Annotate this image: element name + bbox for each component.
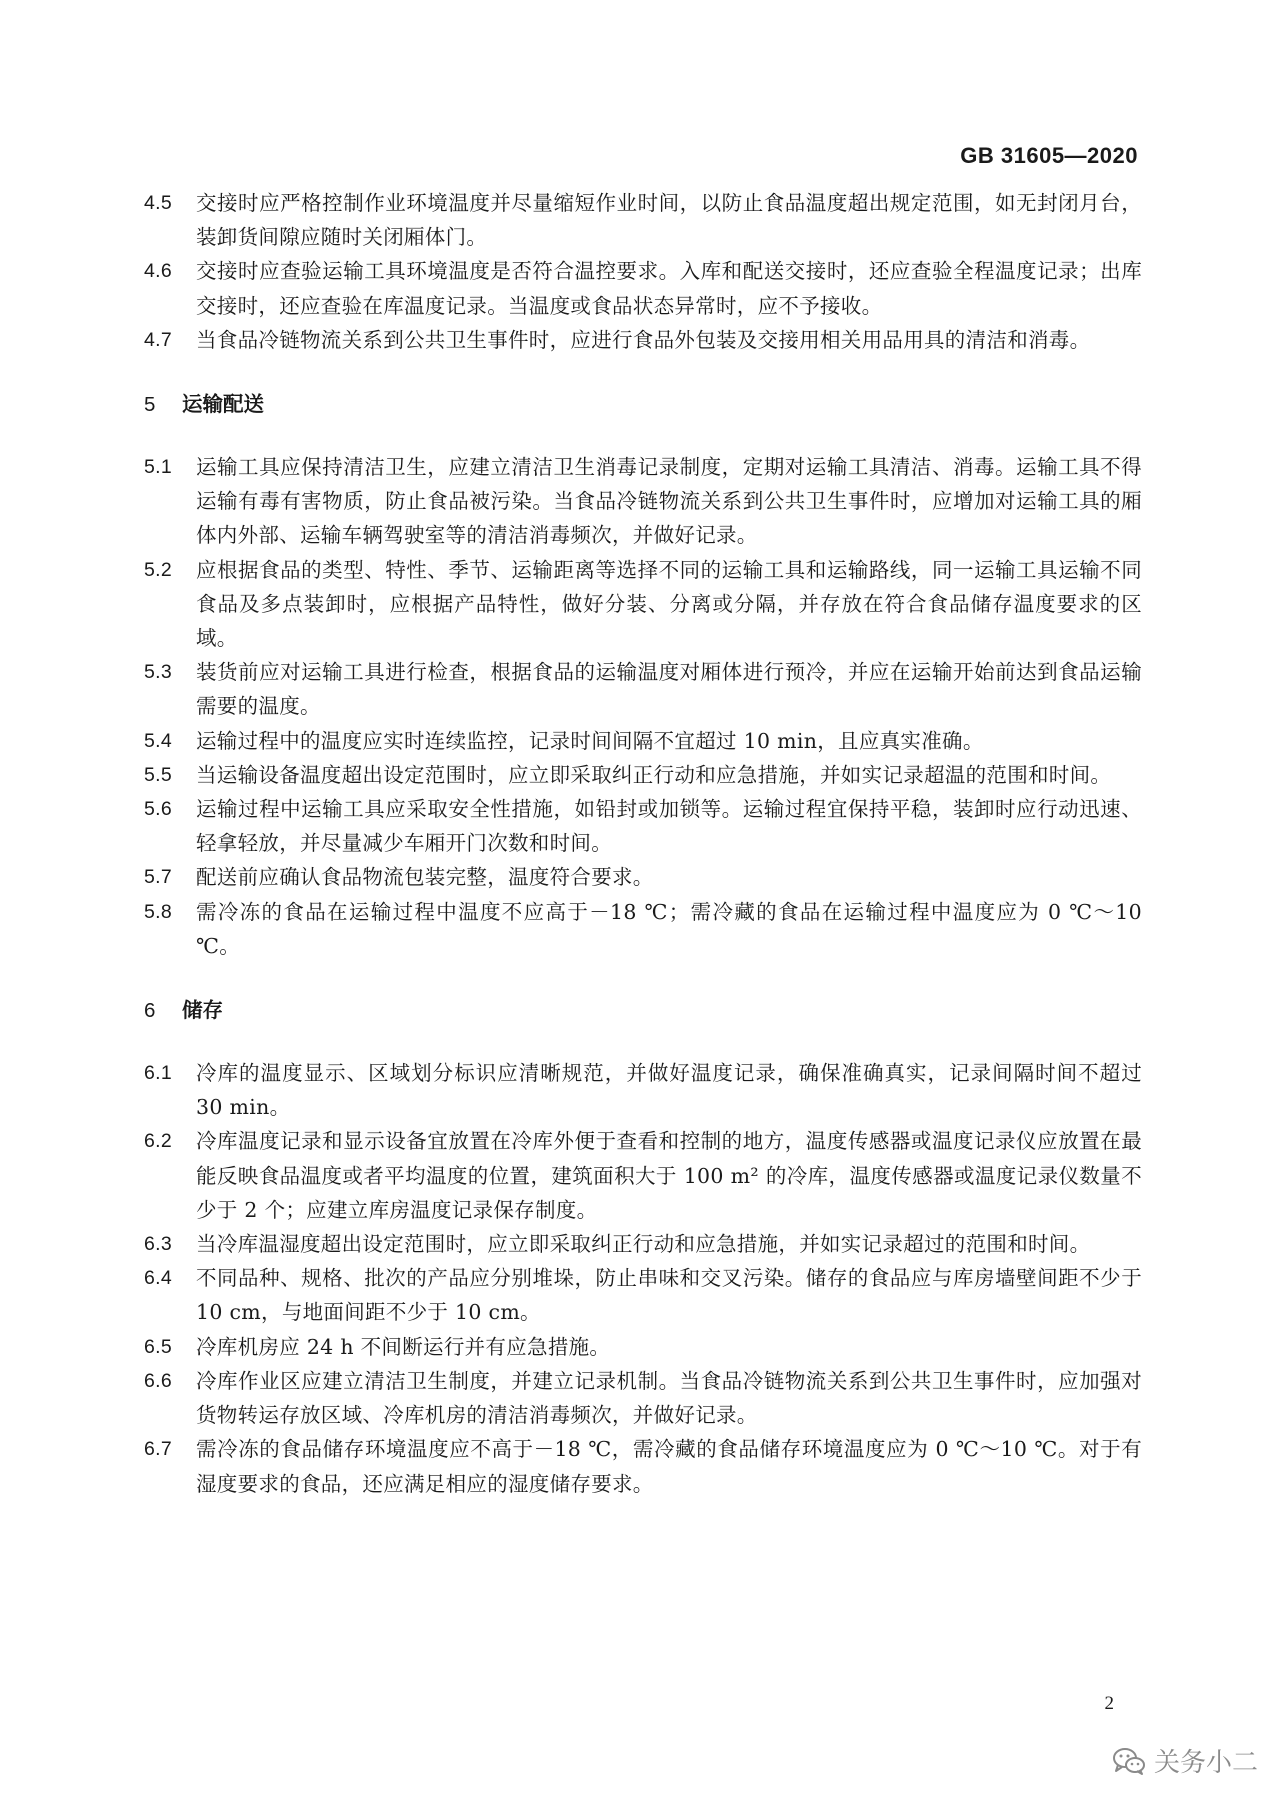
- section-number: 5: [144, 393, 156, 417]
- clause-number: 6.6: [144, 1369, 173, 1392]
- clause-6-2: [144, 1124, 1142, 1227]
- standard-code: GB 31605—2020: [960, 143, 1138, 168]
- clause-6-6: [144, 1364, 1142, 1432]
- clause-number: 5.3: [144, 661, 173, 684]
- clause-text: 当运输设备温度超出设定范围时，应立即采取纠正行动和应急措施，并如实记录超温的范围和时间。: [196, 762, 1112, 787]
- clause-6-4: [144, 1261, 1142, 1329]
- section-number: 6: [144, 999, 156, 1023]
- clause-number: 5.4: [144, 729, 173, 752]
- clause-number: 5.1: [144, 456, 173, 479]
- clause-number: 6.2: [144, 1130, 173, 1153]
- clause-text: 冷库的温度显示、区域划分标识应清晰规范，并做好温度记录，确保准确真实，记录间隔时间不超过 30 min。: [196, 1061, 1142, 1120]
- clause-number: 6.3: [144, 1233, 173, 1256]
- clause-number: 6.4: [144, 1267, 173, 1290]
- clause-5-4: [144, 724, 1142, 758]
- clause-text: 需冷冻的食品在运输过程中温度不应高于－18 ℃；需冷藏的食品在运输过程中温度应为 0 ℃～10 ℃。: [196, 899, 1142, 958]
- clause-text: 运输工具应保持清洁卫生，应建立清洁卫生消毒记录制度，定期对运输工具清洁、消毒。运输工具不得运输有毒有害物质，防止食品被污染。当食品冷链物流关系到公共卫生事件时，应增加对运输工具的厢体内外部、运输车辆驾驶室等的清洁消毒频次，并做好记录。: [196, 455, 1142, 548]
- clause-5-3: [144, 655, 1142, 723]
- clause-text: 需冷冻的食品储存环境温度应不高于－18 ℃，需冷藏的食品储存环境温度应为 0 ℃～10 ℃。对于有湿度要求的食品，还应满足相应的湿度储存要求。: [196, 1437, 1142, 1496]
- clause-number: 5.7: [144, 866, 173, 889]
- clause-number: 5.8: [144, 900, 173, 923]
- wechat-icon: [1112, 1746, 1146, 1776]
- clause-4-5: [144, 186, 1142, 254]
- clause-4-7: [144, 323, 1142, 357]
- clause-text: 装货前应对运输工具进行检查，根据食品的运输温度对厢体进行预冷，并应在运输开始前达到食品运输需要的温度。: [196, 660, 1142, 719]
- clause-text: 交接时应严格控制作业环境温度并尽量缩短作业时间，以防止食品温度超出规定范围，如无封闭月台，装卸货间隙应随时关闭厢体门。: [196, 191, 1142, 250]
- page-number: 2: [1104, 1693, 1114, 1714]
- clause-text: 冷库温度记录和显示设备宜放置在冷库外便于查看和控制的地方，温度传感器或温度记录仪应放置在最能反映食品温度或者平均温度的位置，建筑面积大于 100 m² 的冷库，温度传感器或温度记录仪数量不少于 2 个；应建立库房温度记录保存制度。: [196, 1129, 1142, 1222]
- clause-number: 4.5: [144, 192, 173, 214]
- section-heading-5: [144, 387, 1142, 422]
- clause-number: 6.1: [144, 1062, 173, 1085]
- watermark-text: 关务小二: [1153, 1748, 1258, 1778]
- clause-5-8: [144, 895, 1142, 963]
- clause-text: 冷库机房应 24 h 不间断运行并有应急措施。: [196, 1334, 611, 1359]
- clause-6-5: [144, 1330, 1142, 1364]
- clause-5-5: [144, 758, 1142, 792]
- clause-6-1: [144, 1056, 1142, 1124]
- section-title: 储存: [182, 998, 223, 1023]
- clause-number: 5.5: [144, 763, 173, 786]
- clause-5-1: [144, 450, 1142, 553]
- clause-number: 6.5: [144, 1335, 173, 1358]
- watermark: [1112, 1742, 1258, 1779]
- clause-text: 当食品冷链物流关系到公共卫生事件时，应进行食品外包装及交接用相关用品用具的清洁和消毒。: [196, 327, 1091, 352]
- clause-text: 配送前应确认食品物流包装完整，温度符合要求。: [196, 865, 654, 890]
- clause-6-3: [144, 1227, 1142, 1261]
- document-body: [144, 186, 1142, 1501]
- clause-text: 应根据食品的类型、特性、季节、运输距离等选择不同的运输工具和运输路线，同一运输工具运输不同食品及多点装卸时，应根据产品特性，做好分装、分离或分隔，并存放在符合食品储存温度要求的区域。: [196, 557, 1142, 651]
- clause-5-2: [144, 553, 1142, 656]
- clause-text: 冷库作业区应建立清洁卫生制度，并建立记录机制。当食品冷链物流关系到公共卫生事件时，应加强对货物转运存放区域、冷库机房的清洁消毒频次，并做好记录。: [196, 1368, 1142, 1428]
- section-heading-6: [144, 993, 1142, 1028]
- clause-number: 6.7: [144, 1438, 173, 1461]
- clause-5-6: [144, 792, 1142, 860]
- clause-6-7: [144, 1432, 1142, 1500]
- clause-4-6: [144, 254, 1142, 322]
- clause-5-7: [144, 860, 1142, 894]
- clause-number: 5.6: [144, 798, 173, 821]
- clause-text: 当冷库温湿度超出设定范围时，应立即采取纠正行动和应急措施，并如实记录超过的范围和时间。: [196, 1232, 1091, 1257]
- clause-text: 不同品种、规格、批次的产品应分别堆垛，防止串味和交叉污染。储存的食品应与库房墙壁间距不少于 10 cm，与地面间距不少于 10 cm。: [196, 1266, 1142, 1325]
- clause-text: 运输过程中的温度应实时连续监控，记录时间间隔不宜超过 10 min，且应真实准确。: [196, 728, 984, 753]
- clause-number: 5.2: [144, 558, 173, 581]
- clause-number: 4.6: [144, 260, 173, 283]
- clause-text: 交接时应查验运输工具环境温度是否符合温控要求。入库和配送交接时，还应查验全程温度记录；出库交接时，还应查验在库温度记录。当温度或食品状态异常时，应不予接收。: [196, 259, 1142, 318]
- clause-number: 4.7: [144, 328, 173, 351]
- clause-text: 运输过程中运输工具应采取安全性措施，如铅封或加锁等。运输过程宜保持平稳，装卸时应行动迅速、轻拿轻放，并尽量减少车厢开门次数和时间。: [196, 797, 1142, 856]
- section-title: 运输配送: [182, 392, 264, 417]
